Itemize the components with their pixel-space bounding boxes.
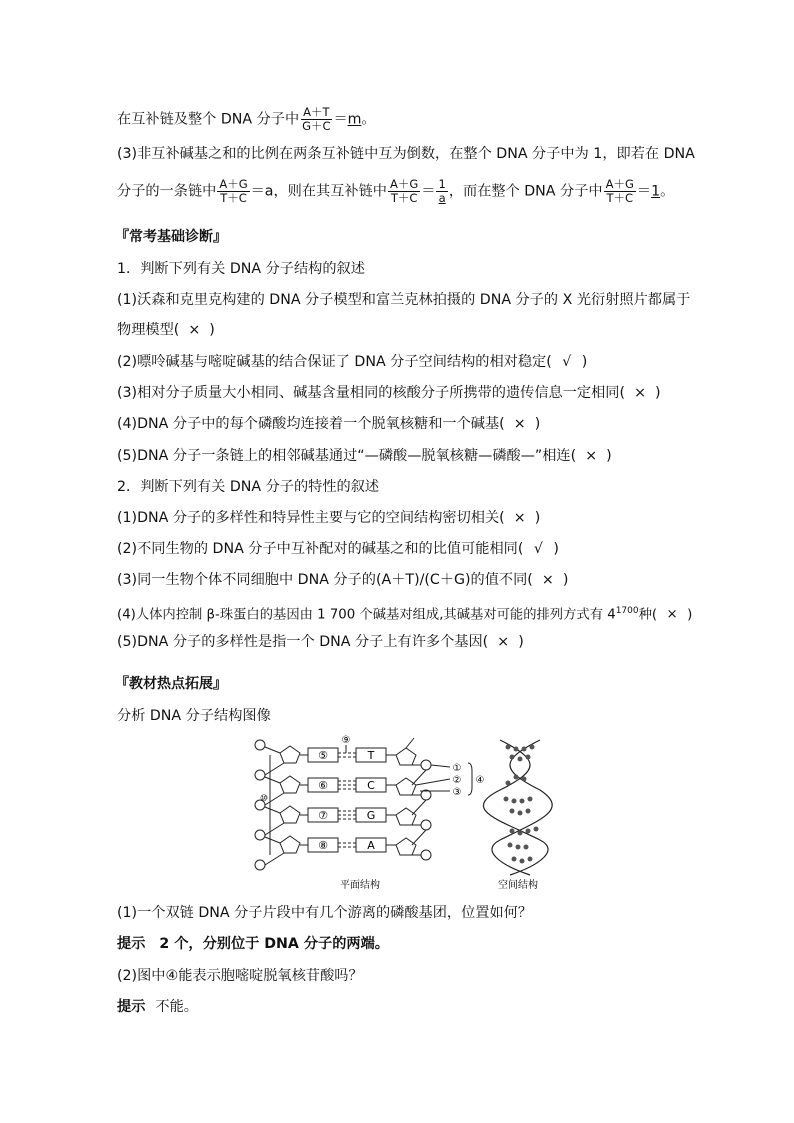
dna-diagram xyxy=(250,735,560,895)
double-helix xyxy=(483,740,552,875)
answer-mark: × xyxy=(585,448,598,464)
hint-1 xyxy=(117,934,389,954)
answer-mark: × xyxy=(188,322,201,338)
fraction-ag-tc-3: $\frac{A+G}{T+C}$ xyxy=(605,177,634,205)
answer-m: m xyxy=(347,111,362,128)
answer-mark: × xyxy=(541,572,554,588)
right-strand xyxy=(396,738,431,860)
q1-item-2: (2)嘌呤碱基与嘧啶碱基的结合保证了 DNA 分子空间结构的相对稳定( √ ) xyxy=(117,354,588,370)
caption-spatial-structure: 空间结构 xyxy=(498,880,538,891)
q2-item-2: (2)不同生物的 DNA 分子中互补配对的碱基之和的比值可能相同( √ ) xyxy=(117,541,559,557)
answer-mark: × xyxy=(497,634,510,650)
circled-5: ⑤ xyxy=(318,749,328,762)
section-title-basic-diagnosis: 『常考基础诊断』 xyxy=(115,229,227,245)
hint-answer: 不能。 xyxy=(155,999,198,1015)
q1-item-5: (5)DNA 分子一条链上的相邻碱基通过“—磷酸—脱氧核糖—磷酸—”相连( × ) xyxy=(117,448,612,464)
hint-2 xyxy=(117,997,198,1017)
fraction-ag-tc-1: $\frac{A+G}{T+C}$ xyxy=(219,177,248,205)
caption-plane-structure: 平面结构 xyxy=(340,880,380,891)
base-t: T xyxy=(367,749,375,762)
question-2-title: 2．判断下列有关 DNA 分子的特性的叙述 xyxy=(117,479,380,495)
formula-line-1: 在互补链及整个 DNA 分子中 $\frac{A+T}{G+C}$ ＝m。 xyxy=(117,105,376,133)
q1-item-4: (4)DNA 分子中的每个磷酸均连接着一个脱氧核糖和一个碱基( × ) xyxy=(117,416,541,432)
circled-8: ⑧ xyxy=(318,839,328,852)
paragraph-3-line-2: 分子的一条链中 $\frac{A+G}{T+C}$ ＝a，则在其互补链中 $\frac{A+G}{T+C}$ ＝ $\frac{1}{a}$ ，而在整个 DNA 分子中 $\frac{A+G}{T+C}$ ＝1。 xyxy=(117,177,675,205)
answer-mark: × xyxy=(634,385,646,401)
q2-item-5: (5)DNA 分子的多样性是指一个 DNA 分子上有许多个基因( × ) xyxy=(117,634,524,650)
answer-mark: × xyxy=(513,416,526,432)
circled-6: ⑥ xyxy=(318,779,328,792)
label-2: ② xyxy=(452,775,462,786)
fraction-ag-tc-2: $\frac{A+G}{T+C}$ xyxy=(390,177,419,205)
q2-item-4: (4)人体内控制 β-珠蛋白的基因由 1 700 个碱基对组成,其碱基对可能的排列方式有 $4^{1700}$种( × ) xyxy=(117,601,692,625)
expansion-question-2: (2)图中④能表示胞嘧啶脱氧核苷酸吗？ xyxy=(117,968,363,984)
label-9: ⑨ xyxy=(341,735,351,746)
fraction-1-over-a: $\frac{1}{a}$ xyxy=(438,177,446,205)
q1-item-1-line-1: (1)沃森和克里克构建的 DNA 分子模型和富兰克林拍摄的 DNA 分子的 X 光衍射照片都属于 xyxy=(117,292,691,308)
answer-mark: × xyxy=(513,510,526,526)
label-1: ① xyxy=(452,763,462,774)
dna-structure-figure xyxy=(250,735,560,895)
text: 在互补链及整个 DNA 分子中 xyxy=(117,111,300,128)
base-a: A xyxy=(367,839,375,852)
answer-mark: √ xyxy=(562,354,572,370)
hint-label: 提示 xyxy=(117,936,146,952)
answer-mark: √ xyxy=(533,541,543,557)
label-4: ④ xyxy=(475,775,485,786)
expansion-question-1: (1)一个双链 DNA 分子片段中有几个游离的磷酸基团，位置如何？ xyxy=(117,905,533,921)
section-title-textbook-extension: 『教材热点拓展』 xyxy=(115,676,227,692)
label-3: ③ xyxy=(452,787,462,798)
hint-answer: 2 个，分别位于 DNA 分子的两端。 xyxy=(159,936,389,952)
base-c: C xyxy=(367,779,375,792)
question-1-title: 1．判断下列有关 DNA 分子结构的叙述 xyxy=(117,261,365,277)
label-10: ⑩ xyxy=(259,794,269,804)
answer-mark: × xyxy=(666,607,678,623)
exponent: 1700 xyxy=(615,606,639,616)
left-strand xyxy=(255,740,300,870)
fraction-at-gc: $\frac{A+T}{G+C}$ xyxy=(302,105,331,133)
q2-item-1: (1)DNA 分子的多样性和特异性主要与它的空间结构密切相关( × ) xyxy=(117,510,541,526)
q2-item-3: (3)同一生物个体不同细胞中 DNA 分子的(A＋T)/(C＋G)的值不同( × ) xyxy=(117,572,569,588)
circled-7: ⑦ xyxy=(318,809,328,822)
base-g: G xyxy=(366,809,376,822)
q1-item-1-line-2: 物理模型( × ) xyxy=(117,322,215,338)
paragraph-3-line-1: (3)非互补碱基之和的比例在两条互补链中互为倒数，在整个 DNA 分子中为 1，即若在 DNA xyxy=(117,146,695,162)
hint-label: 提示 xyxy=(117,999,146,1015)
q1-item-3: (3)相对分子质量大小相同、碱基含量相同的核酸分子所携带的遗传信息一定相同( × ) xyxy=(117,385,661,401)
figure-subtitle: 分析 DNA 分子结构图像 xyxy=(117,708,271,724)
